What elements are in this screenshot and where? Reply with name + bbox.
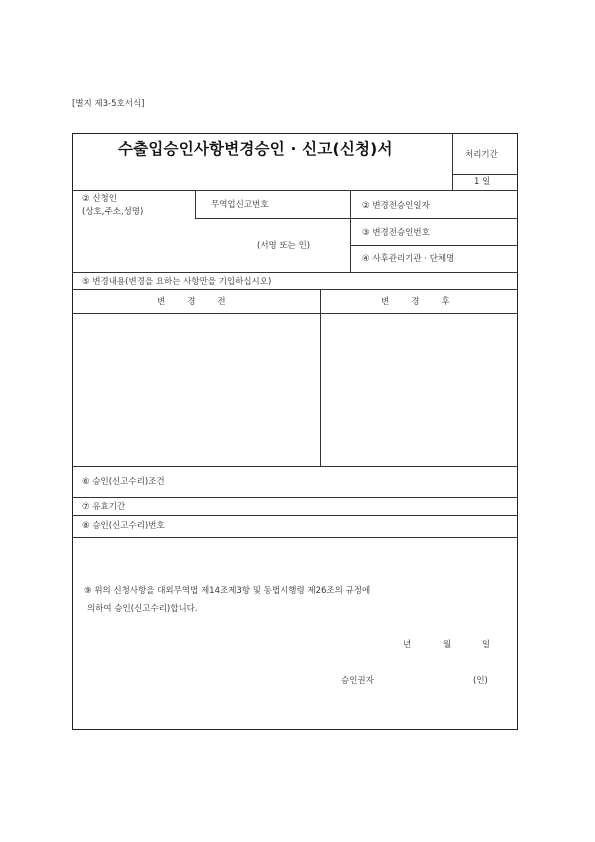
approval-number-label: ⑧ 승인(신고수리)번호 xyxy=(82,521,165,531)
after-change-header: 변경후 xyxy=(381,297,472,307)
applicant-sub-label: (상호,주소,성명) xyxy=(82,207,144,217)
after-change-area[interactable] xyxy=(321,314,517,465)
before-change-header: 변경전 xyxy=(157,297,248,307)
before-change-area[interactable] xyxy=(73,314,319,465)
change-details-label: ⑤ 변경내용(변경을 요하는 사항만을 기입하십시오) xyxy=(82,277,272,287)
approver-label: 승인권자 xyxy=(341,676,374,686)
applicant-label: ② 신청인 xyxy=(82,194,117,204)
date-year-label: 년 xyxy=(403,640,412,650)
processing-period-value: 1 일 xyxy=(474,177,491,187)
right-column-divider xyxy=(350,190,351,272)
change-header-top xyxy=(72,289,518,290)
declaration-line-2: 의하여 승인(신고수리)합니다. xyxy=(87,604,198,614)
row-divider-applicant xyxy=(72,190,518,191)
right-row-divider-1 xyxy=(350,218,518,219)
date-month-label: 월 xyxy=(443,640,452,650)
row-divider-validity xyxy=(72,497,518,498)
signature-label: (서명 또는 인) xyxy=(257,241,311,251)
post-management-label: ④ 사후관리기관 · 단체명 xyxy=(362,254,455,264)
pre-change-approval-number-label: ③ 변경전승인번호 xyxy=(362,228,430,238)
row-divider-conditions xyxy=(72,466,518,467)
applicant-divider xyxy=(195,190,196,218)
trade-number-label: 무역업신고번호 xyxy=(211,200,269,210)
row-divider-declaration xyxy=(72,537,518,538)
date-day-label: 일 xyxy=(482,640,491,650)
validity-label: ⑦ 유효기간 xyxy=(82,502,126,512)
row-divider-approval-number xyxy=(72,515,518,516)
form-number: [별지 제3-5호서식] xyxy=(72,99,145,109)
processing-period-label: 처리기간 xyxy=(465,150,498,160)
declaration-line-1: ⑨ 위의 신청사항을 대외무역법 제14조제3항 및 동법시행령 제26조의 규정에 xyxy=(84,586,371,596)
right-row-divider-2 xyxy=(350,245,518,246)
processing-separator xyxy=(452,174,518,175)
processing-divider xyxy=(452,133,453,190)
pre-change-approval-date-label: ② 변경전승인일자 xyxy=(362,201,430,211)
conditions-label: ⑥ 승인(신고수리)조건 xyxy=(82,477,165,487)
form-title: 수출입승인사항변경승인 · 신고(신청)서 xyxy=(118,140,393,158)
row-divider-change xyxy=(72,272,518,273)
seal-label: (인) xyxy=(473,676,488,686)
trade-number-separator xyxy=(195,218,350,219)
